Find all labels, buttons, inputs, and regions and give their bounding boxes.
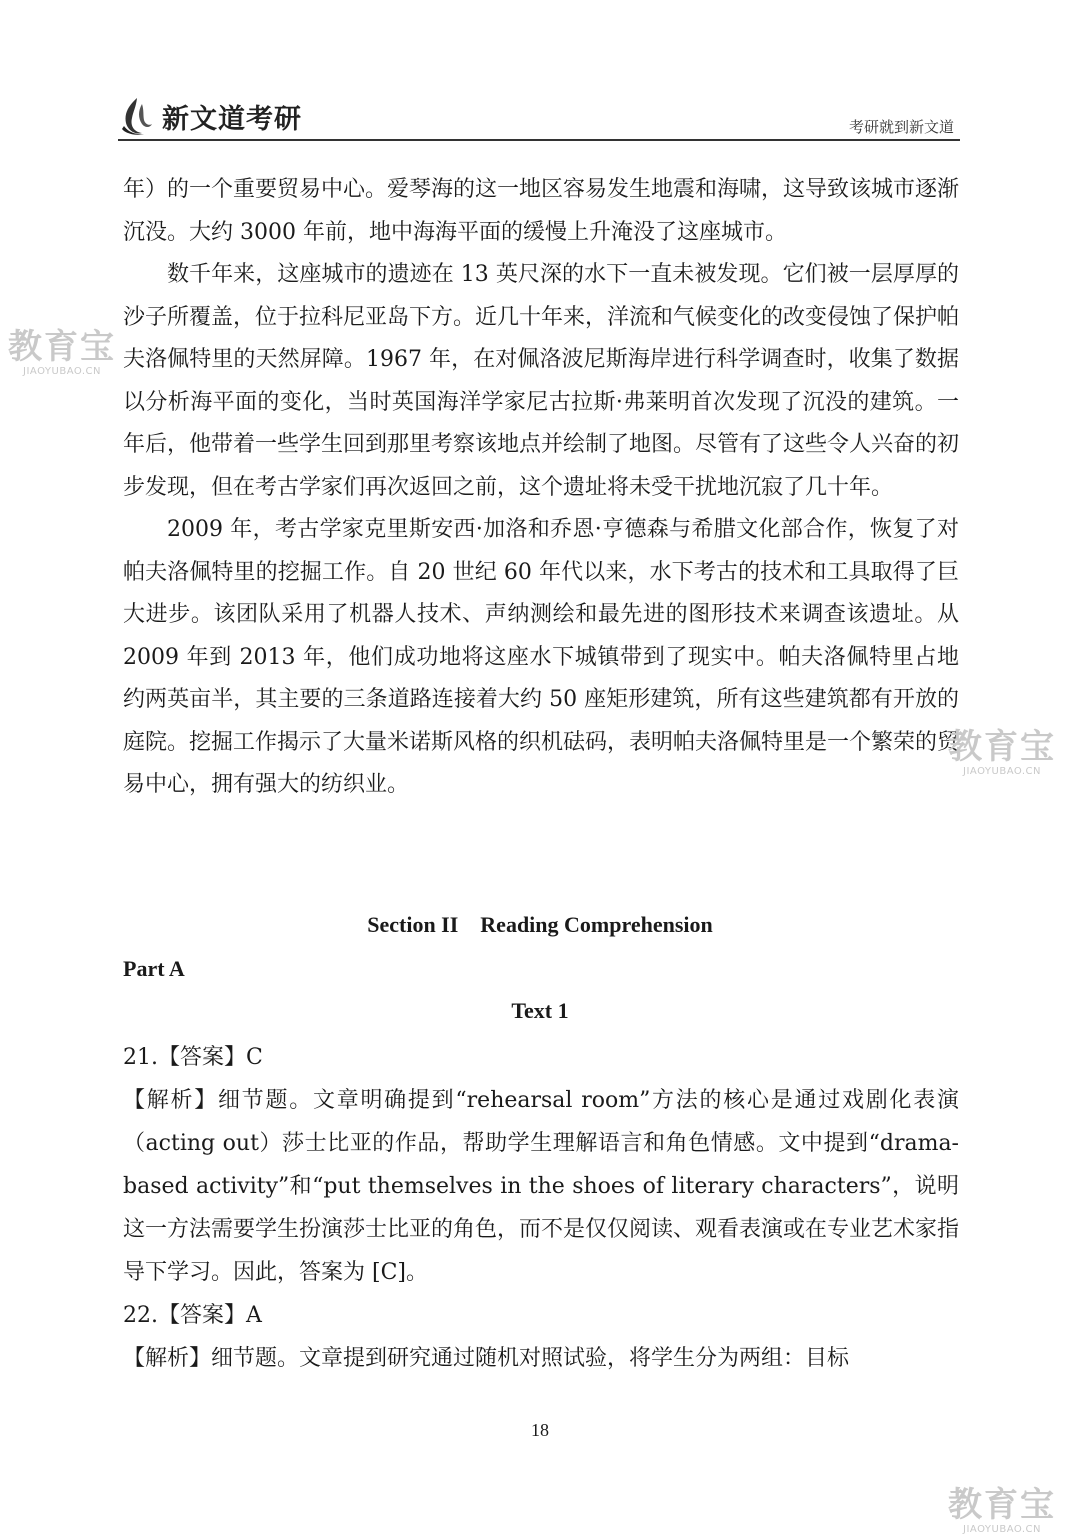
watermark-text: 教育宝 <box>948 1485 1056 1525</box>
answer-21-explanation: 【解析】细节题。文章明确提到“rehearsal room”方法的核心是通过戏剧化表演（acting out）莎士比亚的作品，帮助学生理解语言和角色情感。文中提到“drama-based activity”和“put themselves in the shoes of literary characters”，说明这一方法需要学生扮演莎士比亚的角色，而不是仅仅阅读、观看表演或在专业艺术家指导下学习。因此，答案为 [C]。 <box>123 1088 960 1285</box>
answer-22-explanation: 【解析】细节题。文章提到研究通过随机对照试验，将学生分为两组：目标 <box>123 1346 850 1371</box>
flame-logo-icon <box>118 96 156 136</box>
logo-text: 新文道考研 <box>162 103 302 135</box>
header-divider <box>118 139 960 141</box>
watermark-left <box>8 327 116 377</box>
answer-22-label: 22.【答案】A <box>123 1303 262 1328</box>
answer-section <box>123 1036 959 1380</box>
brand-logo <box>118 96 302 136</box>
text-title: Text 1 <box>511 998 569 1023</box>
watermark-right <box>948 727 1056 777</box>
paragraph-2: 数千年来，这座城市的遗迹在 13 英尺深的水下一直未被发现。它们被一层厚厚的沙子所覆盖，位于拉科尼亚岛下方。近几十年来，洋流和气候变化的改变侵蚀了保护帕夫洛佩特里的天然屏障。1967 年，在对佩洛波尼斯海岸进行科学调查时，收集了数据以分析海平面的变化，当时英国海洋学家尼古拉斯·弗莱明首次发现了沉没的建筑。一年后，他带着一些学生回到那里考察该地点并绘制了地图。尽管有了这些令人兴奋的初步发现，但在考古学家们再次返回之前，这个遗址将未受干扰地沉寂了几十年。 <box>123 262 960 500</box>
paragraph-3: 2009 年，考古学家克里斯安西·加洛和乔恩·亨德森与希腊文化部合作，恢复了对帕夫洛佩特里的挖掘工作。自 20 世纪 60 年代以来，水下考古的技术和工具取得了巨大进步。该团队采用了机器人技术、声纳测绘和最先进的图形技术来调查该遗址。从 2009 年到 2013 年，他们成功地将这座水下城镇带到了现实中。帕夫洛佩特里占地约两英亩半，其主要的三条道路连接着大约 50 座矩形建筑，所有这些建筑都有开放的庭院。挖掘工作揭示了大量米诺斯风格的织机砝码，表明帕夫洛佩特里是一个繁荣的贸易中心，拥有强大的纺织业。 <box>123 517 960 797</box>
article-body <box>123 169 959 807</box>
watermark-url: JIAOYUBAO.CN <box>963 766 1041 777</box>
watermark-text: 教育宝 <box>8 327 116 367</box>
section-title: Section II Reading Comprehension <box>367 912 713 937</box>
watermark-url: JIAOYUBAO.CN <box>23 366 101 377</box>
watermark-text: 教育宝 <box>948 727 1056 767</box>
watermark-url: JIAOYUBAO.CN <box>963 1524 1041 1535</box>
paragraph-1: 年）的一个重要贸易中心。爱琴海的这一地区容易发生地震和海啸，这导致该城市逐渐沉没。大约 3000 年前，地中海海平面的缓慢上升淹没了这座城市。 <box>123 177 960 245</box>
page-header <box>118 96 960 142</box>
answer-21-label: 21.【答案】C <box>123 1045 263 1070</box>
page-number: 18 <box>531 1420 549 1440</box>
watermark-bottom-right <box>948 1485 1056 1535</box>
header-slogan: 考研就到新文道 <box>848 118 954 136</box>
part-title: Part A <box>123 956 185 981</box>
